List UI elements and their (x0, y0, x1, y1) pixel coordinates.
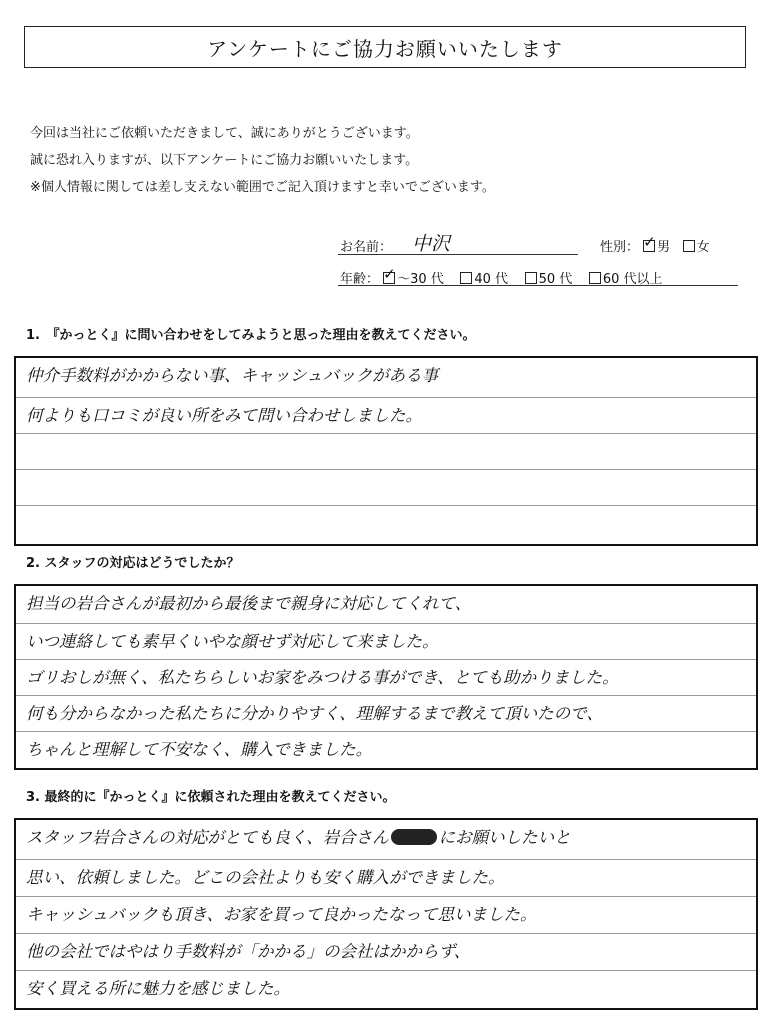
gender-female-checkbox[interactable] (683, 240, 695, 252)
intro-line: 今回は当社にご依頼いただきまして、誠にありがとうございます。 (30, 126, 419, 141)
question-3: 3. 最終的に『かっとく』に依頼された理由を教えてください。 (26, 790, 396, 805)
redaction-scribble (391, 829, 437, 845)
age-label: 年齢： (340, 272, 380, 287)
answer-line (16, 820, 756, 860)
answer-line: ちゃんと理解して不安なく、購入できました。 (26, 740, 373, 759)
age-30-label: ～30 代 (397, 272, 444, 287)
age-50-label: 50 代 (538, 272, 573, 287)
answer-line (16, 506, 756, 544)
name-value[interactable]: 中沢 (412, 233, 451, 255)
answer-line: 何よりも口コミが良い所をみて問い合わせしました。 (16, 398, 756, 434)
answer-line: 安く買える所に魅力を感じました。 (26, 979, 290, 998)
gender-field (600, 236, 710, 255)
age-40-label: 40 代 (474, 272, 509, 287)
answer-line: 担当の岩合さんが最初から最後まで親身に対応してくれて、 (16, 586, 756, 624)
survey-title: アンケートにご協力お願いいたします (24, 26, 746, 68)
age-underline (338, 285, 738, 286)
intro-line: 誠に恐れ入りますが、以下アンケートにご協力お願いいたします。 (30, 153, 419, 168)
answer-line: 仲介手数料がかからない事、キャッシュバックがある事 (16, 358, 756, 398)
answer-line (16, 470, 756, 506)
answer-box-3[interactable] (14, 818, 758, 1010)
name-underline (338, 254, 578, 255)
age-50-checkbox[interactable] (525, 272, 537, 284)
gender-male-label: 男 (657, 240, 671, 255)
age-40-checkbox[interactable] (460, 272, 472, 284)
answer-line: ゴリおしが無く、私たちらしいお家をみつける事ができ、とても助かりました。 (16, 660, 756, 696)
gender-female-label: 女 (696, 240, 710, 255)
age-30-checkbox[interactable] (383, 272, 395, 284)
question-2: 2. スタッフの対応はどうでしたか？ (26, 556, 240, 571)
name-label: お名前： (340, 240, 393, 255)
question-1: 1. 『かっとく』に問い合わせをしてみようと思った理由を教えてください。 (26, 328, 476, 343)
answer-line (16, 434, 756, 470)
answer-line: いつ連絡しても素早くいやな顔せず対応して来ました。 (16, 624, 756, 660)
intro-text (30, 120, 495, 201)
gender-male-checkbox[interactable] (643, 240, 655, 252)
answer-fragment: スタッフ岩合さんの対応がとても良く、岩合さん (26, 828, 389, 847)
answer-line: キャッシュバックも頂き、お家を買って良かったなって思いました。 (16, 897, 756, 934)
answer-line: 何も分からなかった私たちに分かりやすく、理解するまで教えて頂いたので、 (16, 696, 756, 732)
answer-box-1[interactable] (14, 356, 758, 546)
answer-box-2[interactable] (14, 584, 758, 770)
answer-fragment: にお願いしたいと (438, 828, 571, 847)
gender-label: 性別： (600, 240, 640, 255)
answer-line: 他の会社ではやはり手数料が「かかる」の会社はかからず、 (16, 934, 756, 971)
age-60-label: 60 代以上 (602, 272, 663, 287)
intro-line: ※個人情報に関しては差し支えない範囲でご記入頂けますと幸いでございます。 (30, 180, 495, 195)
age-60-checkbox[interactable] (589, 272, 601, 284)
answer-line: 思い、依頼しました。どこの会社よりも安く購入ができました。 (16, 860, 756, 897)
